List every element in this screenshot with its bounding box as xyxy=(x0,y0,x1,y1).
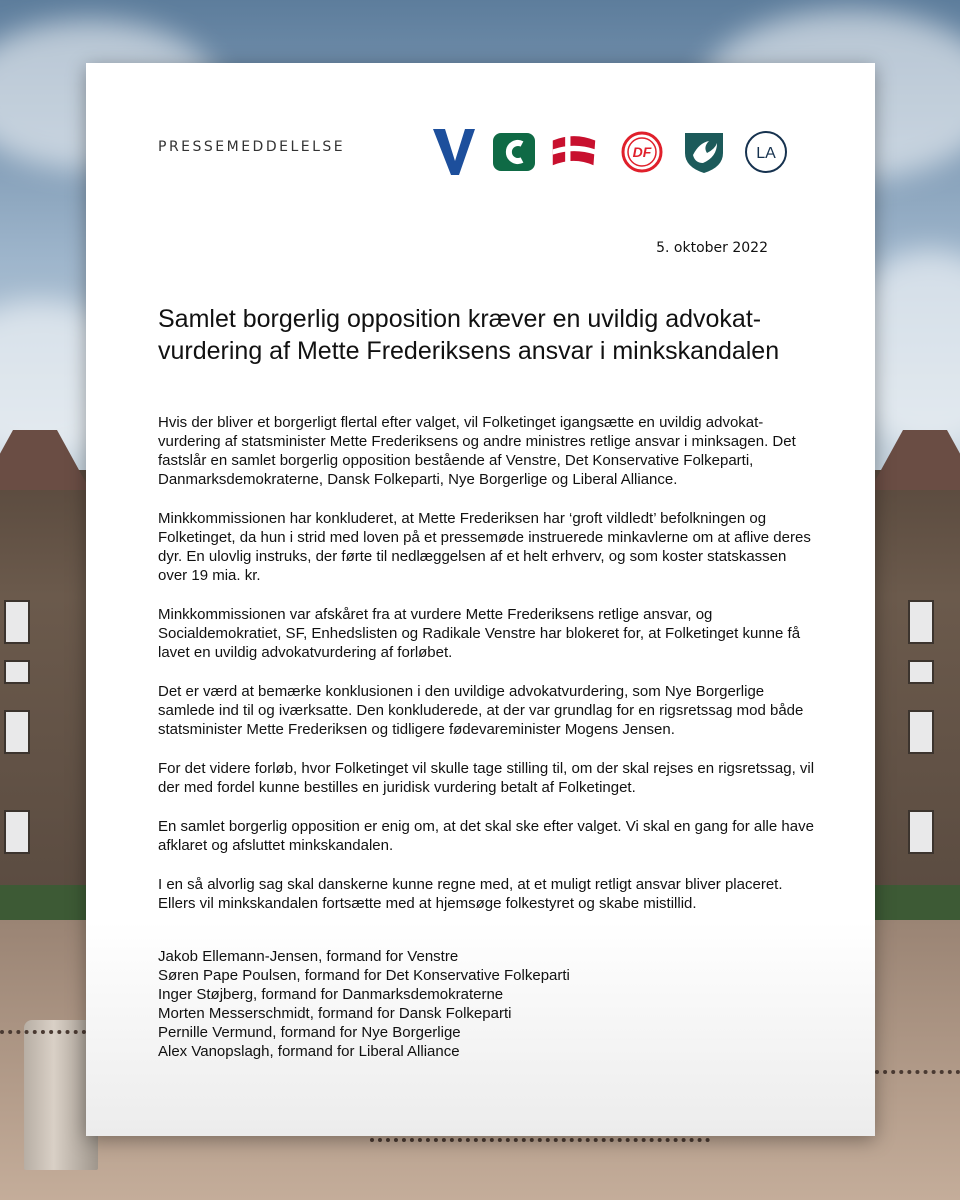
df-logo-text: DF xyxy=(632,144,652,160)
paragraph: Minkkommissionen har konkluderet, at Mette Frederiksen har ‘groft vildledt’ befolkningen og Folketinget, da hun i strid med loven på et pressemøde instruerede minkavlerne om at aflive deres dyr. En ulovlig instruks, der førte til nedlæggelsen af et helt erhverv, og som koster statskassen over 19 mia. kr. xyxy=(158,510,811,584)
signer: Søren Pape Poulsen, formand for Det Konservative Folkeparti xyxy=(158,967,570,984)
building-left xyxy=(0,470,90,890)
press-release-sheet xyxy=(86,63,875,1136)
signer: Jakob Ellemann-Jensen, formand for Venstre xyxy=(158,948,459,965)
nye-borgerlige-swan-logo xyxy=(681,127,727,177)
venstre-v-logo xyxy=(431,127,477,177)
chain xyxy=(370,1138,710,1152)
paragraph: Hvis der bliver et borgerligt flertal efter valget, vil Folketinget igangsætte en uvildig advokat-vurdering af statsminister Mette Frederiksens og andre ministres retlige ansvar i minksagen. Det fastslår en samlet borgerlig opposition bestående af Venstre, Det Konservative Folkeparti, Danmarksdemokraterne, Dansk Folkeparti, Nye Borgerlige og Liberal Alliance. xyxy=(158,414,796,488)
danmarksdemokraterne-flag-logo xyxy=(551,127,597,177)
chain xyxy=(875,1070,960,1084)
chain xyxy=(0,1030,86,1044)
hedge xyxy=(870,885,960,923)
headline: Samlet borgerlig opposition kræver en uvildig advokat-vurdering af Mette Frederiksens ansvar i minkskandalen xyxy=(158,305,780,365)
signers-list xyxy=(158,947,758,1061)
la-logo-text: LA xyxy=(756,145,776,162)
paragraph: For det videre forløb, hvor Folketinget vil skulle tage stilling til, om der skal rejses en rigsretssag, vil der med fordel kunne bestilles en juridisk vurdering betalt af Folketinget. xyxy=(158,760,815,796)
signer: Pernille Vermund, formand for Nye Borgerlige xyxy=(158,1024,461,1041)
paragraph: Minkkommissionen var afskåret fra at vurdere Mette Frederiksens retlige ansvar, og Socialdemokratiet, SF, Enhedslisten og Radikale Venstre har blokeret for, at Folketinget kunne få lavet en uvildig advokatvurdering af forløbet. xyxy=(158,606,801,661)
paragraph: Det er værd at bemærke konklusionen i den uvildige advokatvurdering, som Nye Borgerlige samlede ind til og iværksatte. Den konkluderede, at der var grundlag for en rigsretssag mod både statsminister Mette Frederiksen og tidligere fødevareminister Mogens Jensen. xyxy=(158,683,804,738)
body-text xyxy=(158,413,818,933)
liberal-alliance-la-logo xyxy=(743,127,789,177)
dansk-folkeparti-df-logo xyxy=(619,127,665,177)
signer: Morten Messerschmidt, formand for Dansk Folkeparti xyxy=(158,1005,512,1022)
release-date: 5. oktober 2022 xyxy=(656,240,768,256)
building-right xyxy=(870,470,960,890)
paragraph: I en så alvorlig sag skal danskerne kunne regne med, at et muligt retligt ansvar bliver placeret. Ellers vil minkskandalen fortsætte med at hjemsøge folkestyret og skabe mistillid. xyxy=(158,876,783,912)
hedge xyxy=(0,885,90,923)
signer: Alex Vanopslagh, formand for Liberal Alliance xyxy=(158,1043,460,1060)
paragraph: En samlet borgerlig opposition er enig om, at det skal ske efter valget. Vi skal en gang for alle have afklaret og afsluttet minkskandalen. xyxy=(158,818,814,854)
konservative-c-logo xyxy=(491,127,537,177)
document-label: PRESSEMEDDELELSE xyxy=(158,139,346,155)
signer: Inger Støjberg, formand for Danmarksdemokraterne xyxy=(158,986,504,1003)
